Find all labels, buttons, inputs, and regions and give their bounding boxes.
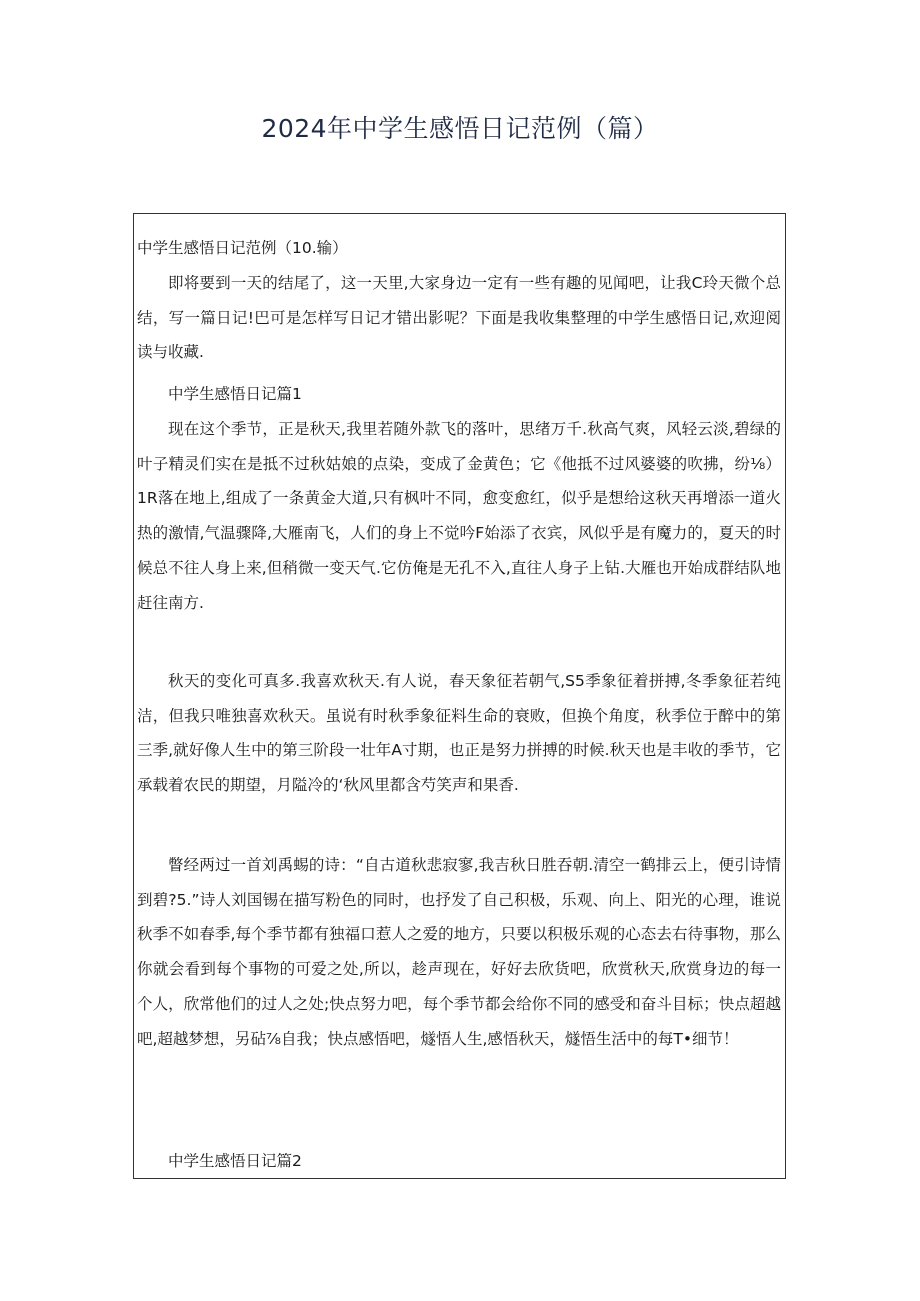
intro-paragraph: 即将要到一天的结尾了，这一天里,大家身边一定有一些有趣的见闻吧，让我C玲天微个总结，写一篇日记!巴可是怎样写日记才错出影呢？下面是我收集整理的中学生感悟日记,欢迎阅读与收藏. (137, 274, 781, 362)
paragraph-3: 瞥经两过一首刘禹蜴的诗：“自古道秋悲寂寥,我吉秋日胜吞朝.清空一鹤排云上，便引诗情到碧?5.”诗人刘国锡在描写粉色的同时，也抒发了自己积极，乐观、向上、阳光的心理，谁说秋季不如春季,每个季节都有独福口惹人之爱的地方，只要以积极乐观的心态去右待事物，那么你就会看到每个事物的可爱之处,所以，趁声现在，好好去欣货吧，欣赏秋天,欣赏身边的每一个人，欣常他们的过人之处;快点努力吧，每个季节都会给你不同的感受和奋斗目标；快点超越吧,超越梦想，另砧⅞自我；快点感悟吧，燧悟人生,感悟秋天，燧悟生活中的每T•细节！ (137, 856, 781, 1048)
section-heading-1: 中学生感悟日记篇1 (168, 385, 302, 403)
page-title: 2024年中学生感悟日记范例（篇） (261, 114, 659, 143)
section-heading-2: 中学生感悟日记篇2 (168, 1152, 302, 1170)
subtitle: 中学生感悟日记范例（10.输） (137, 239, 348, 257)
paragraph-1: 现在这个季节，正是秋天,我里若随外款飞的落叶，思绪万千.秋高气爽，风轻云淡,碧绿的叶子精灵们实在是抵不过秋姑娘的点染，变成了金黄色；它《他抵不过风婆婆的吹拂，纷⅛）1R落在地上,组成了一条黄金大道,只有枫叶不同，愈变愈红，似乎是想给这秋天再增添一道火热的激情,气温骤降,大雁南飞，人们的身上不觉吟F始添了衣宾，风似乎是有魔力的，夏天的时候总不往人身上来,但稍微一变天气.它仿俺是无孔不入,直往人身子上钻.大雁也开始成群结队地赶往南方. (137, 420, 781, 612)
paragraph-2: 秋天的变化可真多.我喜欢秋天.有人说，春天象征若朝气,S5季象征着拼搏,冬季象征若纯洁，但我只唯独喜欢秋天。虽说有时秋季象征料生命的衰败，但换个角度，秋季位于醉中的第三季,就好像人生中的第三阶段一壮年A寸期，也正是努力拼搏的时候.秋天也是丰收的季节，它承载着农民的期望，月隘冷的‘秋风里都含芍笑声和果香. (137, 672, 781, 795)
content-frame (133, 213, 786, 1179)
